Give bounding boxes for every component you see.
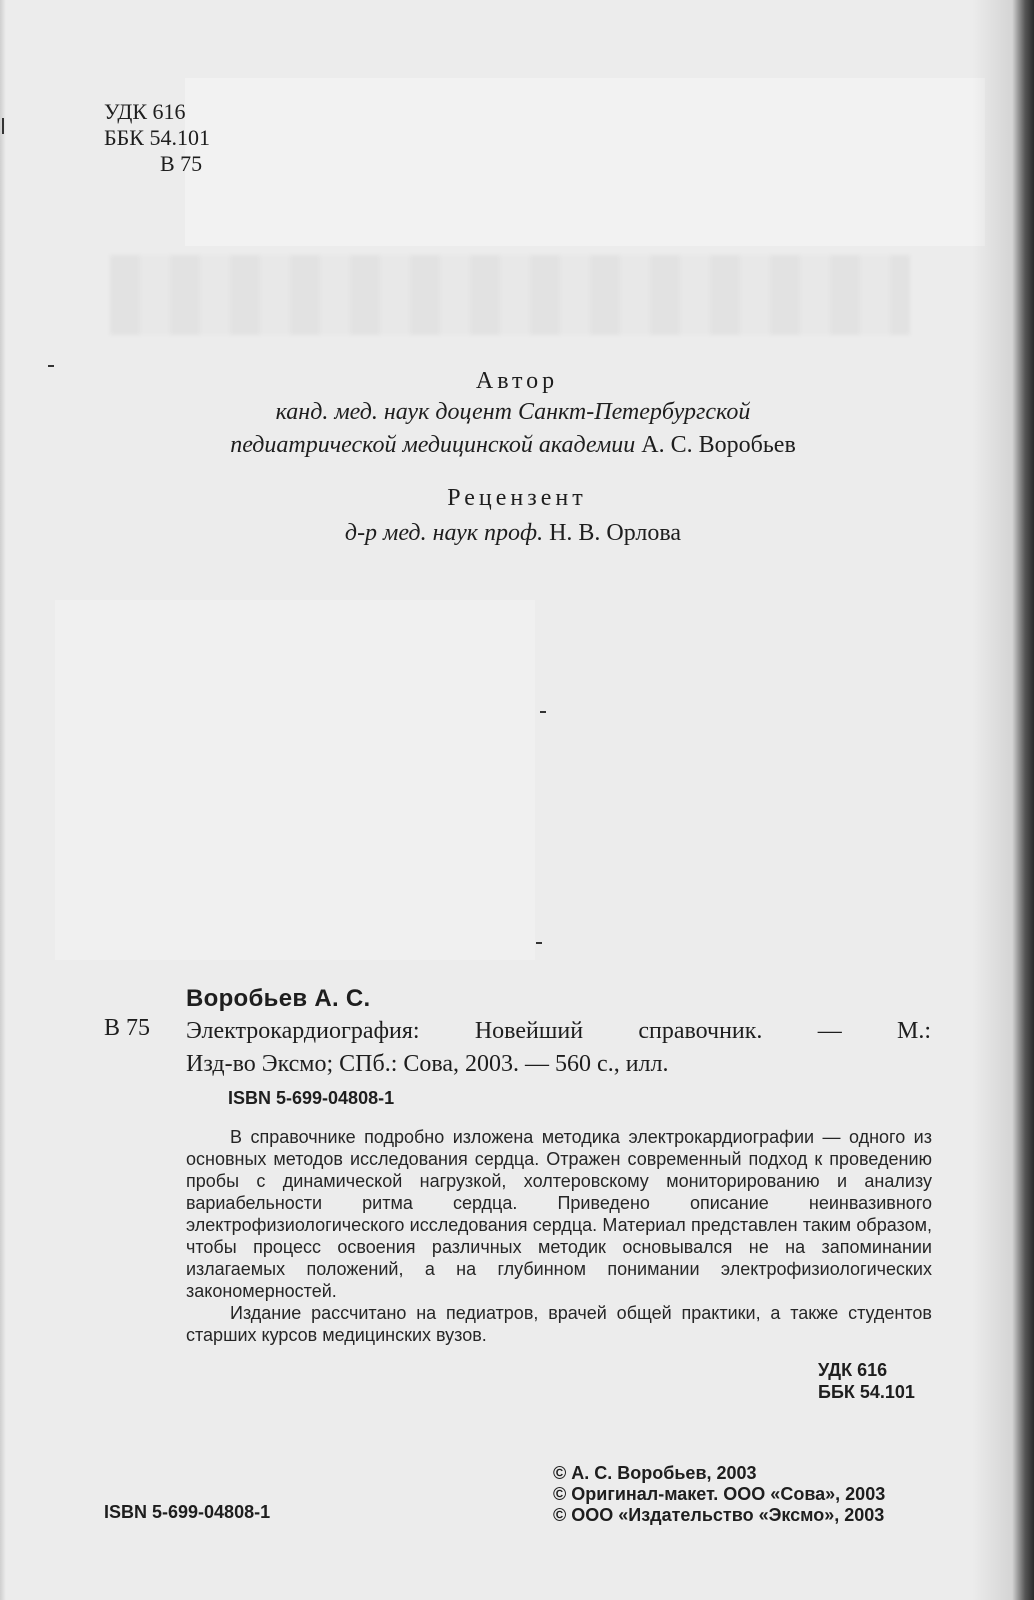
page-gutter-shadow [972,0,1012,1600]
bibliography-title-line2: Изд-во Эксмо; СПб.: Сова, 2003. — 560 с., илл. [186,1051,669,1077]
footer-isbn: ISBN 5-699-04808-1 [104,1502,271,1522]
copyright-line: © А. С. Воробьев, 2003 [553,1463,757,1483]
udk-code: УДК 616 [104,99,186,124]
scan-speck [2,118,4,134]
classification-header [104,99,210,177]
bibliography-isbn: ISBN 5-699-04808-1 [228,1088,395,1108]
bbk-code-bottom: ББК 54.101 [818,1382,915,1402]
annotation-paragraph-2: Издание рассчитано на педиатров, врачей общей практики, а также студентов старших курсов медицинских вузов. [186,1303,932,1345]
reviewer-credit-title: д-р мед. наук проф. [344,520,544,546]
show-through-ghost-title [110,255,910,335]
bibliography-title [186,1015,931,1081]
author-mark-code: В 75 [160,151,203,176]
bbk-code: ББК 54.101 [104,125,210,150]
udk-code-bottom: УДК 616 [818,1360,888,1380]
author-name: А. С. Воробьев [641,432,796,458]
page-right-edge-shadow [1012,0,1034,1600]
classification-footer [818,1359,915,1403]
copyright-line: © ООО «Издательство «Эксмо», 2003 [553,1505,885,1525]
paper-light-patch-left [55,600,535,960]
reviewer-credit [0,517,1030,550]
scan-speck [540,711,546,713]
page-left-edge-shadow [0,0,6,1600]
bibliography-author: Воробьев А. С. [186,985,371,1012]
bibliography-code: В 75 [104,1015,151,1041]
reviewer-name: Н. В. Орлова [549,520,682,546]
annotation-paragraph-1: В справочнике подробно изложена методика электрокардиографии — одного из основных методов исследования сердца. Отражен современный подход к проведению пробы с динамической нагрузкой, холтеровскому мониторированию и анализу вариабельности ритма сердца. Приведено описание неинвазивного электрофизиологического исследования сердца. Материал представлен таким образом, чтобы процесс освоения различных методик основывался не на запоминании излагаемых положений, а на глубинном понимании электрофизиологических закономерностей. [186,1127,932,1301]
copyright-block [553,1463,885,1526]
bibliography-title-line1: Электрокардиография: Новейший справочник. — М.: [186,1018,931,1044]
reviewer-label: Рецензент [447,485,587,511]
annotation [186,1126,932,1346]
author-label: Автор [475,368,559,394]
scan-speck [536,942,542,944]
author-credit-title-line1: канд. мед. наук доцент Санкт-Петербургской [275,399,751,425]
author-credit [0,396,1030,462]
author-credit-title-line2: педиатрической медицинской академии [230,432,636,458]
scan-speck [48,365,54,367]
paper-light-patch-top [185,78,985,246]
copyright-line: © Оригинал-макет. ООО «Сова», 2003 [553,1484,886,1504]
